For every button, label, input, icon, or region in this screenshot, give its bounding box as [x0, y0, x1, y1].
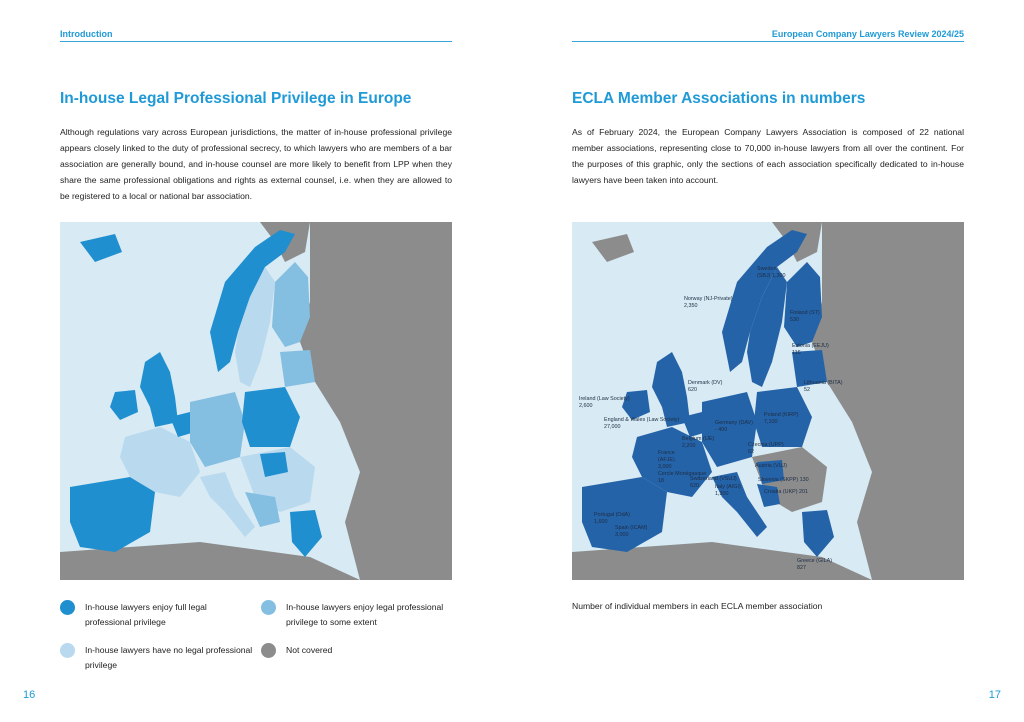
- intro-paragraph-right: As of February 2024, the European Company Lawyers Association is composed of 22 national member associations, representing close to 70,000 in-house lawyers from all over the continent. For the purposes of this graphic, only the sections of each association specifically dedicated to in-house lawyers have been taken into account.: [572, 127, 964, 185]
- label-france-name: France: [658, 450, 675, 456]
- label-poland-name: Poland (KIRP): [764, 412, 799, 418]
- label-austria-name: Austria (VUJ): [755, 463, 788, 469]
- label-england-count: 27,000: [604, 424, 621, 430]
- label-ireland-name: Ireland (Law Society): [579, 396, 630, 402]
- label-greece-count: 827: [797, 565, 806, 571]
- label-denmark-name: Denmark (DV): [688, 380, 723, 386]
- germany-some-lpp: [190, 392, 245, 467]
- label-portugal-name: Portugal (OdA): [594, 512, 630, 518]
- label-norway-count: 2,350: [684, 303, 698, 309]
- uk-full-lpp: [140, 352, 178, 427]
- label-estonia-count: 116: [792, 350, 801, 356]
- legend-not-covered: [261, 643, 456, 658]
- greece-member: [802, 510, 834, 557]
- label-monaco-name: Cercle Monégasque: [658, 471, 707, 477]
- label-italy-name: Italy (AIGI): [715, 484, 741, 490]
- page-title-left: In-house Legal Professional Privilege in Europe: [60, 90, 412, 107]
- not-covered-region-east: [300, 222, 452, 580]
- label-slovenia-name: Slovenia (SKPP) 130: [758, 477, 809, 483]
- page-title-right: ECLA Member Associations in numbers: [572, 90, 866, 107]
- label-finland-name: Finland (ST): [790, 310, 820, 316]
- iceland-full-lpp: [80, 234, 122, 262]
- non-member-region-east: [812, 222, 964, 580]
- poland-full-lpp: [242, 387, 300, 447]
- legend-dot-full: [60, 600, 75, 615]
- germany-member: [702, 392, 757, 467]
- intro-paragraph-left: Although regulations vary across European jurisdictions, the matter of in-house professional privilege appears closely linked to the duty of professional secrecy, to which lawyers who are members of a bar association are generally bound, and in-house counsel are more likely to benefit from LPP when they share the same professional obligations and rights as external counsel, i.e. when they are allowed to be registered to a local or national bar association.: [60, 127, 452, 201]
- ireland-full-lpp: [110, 390, 138, 420]
- label-germany-name: Germany (DAV): [715, 420, 753, 426]
- legend-label-some: In-house lawyers enjoy legal professional privilege to some extent: [286, 602, 444, 627]
- page-number-left: 16: [23, 689, 36, 701]
- label-portugal-count: 1,600: [594, 519, 608, 525]
- label-switzerland-name: Switzerland (VSUJ): [690, 476, 737, 482]
- label-italy-count: 1,300: [715, 491, 729, 497]
- label-france-count: 3,000: [658, 464, 672, 470]
- header-rule-left: [60, 41, 452, 42]
- legend-dot-some: [261, 600, 276, 615]
- legend-some-lpp: [261, 600, 456, 630]
- label-lithuania-name: Lithuania (BITA): [804, 380, 843, 386]
- header-rule-right: [572, 41, 964, 42]
- label-finland-count: 530: [790, 317, 799, 323]
- label-czechia-name: Czechia (UPP): [748, 442, 784, 448]
- label-sweden-count: (SBJ) 1,300: [757, 273, 786, 279]
- label-sweden-name: Sweden: [757, 266, 777, 272]
- lpp-europe-map: [60, 222, 452, 580]
- legend-no-lpp: [60, 643, 255, 673]
- uk-member: [652, 352, 690, 427]
- legend-dot-none: [60, 643, 75, 658]
- legend-label-not-covered: Not covered: [286, 645, 333, 655]
- running-head-left: Introduction: [60, 29, 113, 39]
- label-croatia-name: Croatia (UKP) 201: [764, 489, 809, 495]
- label-norway-name: Norway (NJ-Private): [684, 296, 733, 302]
- legend-dot-not-covered: [261, 643, 276, 658]
- label-monaco-count: 18: [658, 478, 664, 484]
- label-switzerland-count: 620: [690, 483, 699, 489]
- label-england-name: England & Wales (Law Society): [604, 417, 680, 423]
- label-belgium-name: Belgium (IJE): [682, 436, 715, 442]
- croatia-member: [757, 484, 780, 507]
- label-lithuania-count: 52: [804, 387, 810, 393]
- ireland-member: [622, 390, 650, 420]
- label-germany-count: - 400: [715, 427, 728, 433]
- italy-no-lpp: [200, 472, 255, 537]
- label-belgium-count: 2,200: [682, 443, 696, 449]
- label-spain-name: Spain (ICAM): [615, 525, 648, 531]
- legend-label-none: In-house lawyers have no legal professional privilege: [85, 645, 253, 670]
- label-greece-name: Greece (GILA): [797, 558, 833, 564]
- legend-label-full: In-house lawyers enjoy full legal professional privilege: [85, 602, 207, 627]
- iceland-non-member: [592, 234, 634, 262]
- greece-full-lpp: [290, 510, 322, 557]
- map-caption: Number of individual members in each ECLA member association: [572, 601, 823, 611]
- page-number-right: 17: [988, 689, 1001, 701]
- iberia-full-lpp: [70, 477, 155, 552]
- label-denmark-count: 620: [688, 387, 697, 393]
- legend-full-lpp: [60, 600, 255, 630]
- right-page: [512, 0, 1024, 722]
- label-ireland-count: 2,600: [579, 403, 593, 409]
- baltics-some-lpp: [280, 350, 315, 387]
- label-estonia-name: Estonia (EEJU): [792, 343, 829, 349]
- running-head-right: European Company Lawyers Review 2024/25: [771, 29, 964, 39]
- label-france-org: (AFJE): [658, 457, 675, 463]
- label-czechia-count: 62: [748, 449, 754, 455]
- label-poland-count: 7,100: [764, 419, 778, 425]
- label-spain-count: 3,000: [615, 532, 629, 538]
- ecla-members-map: [572, 222, 964, 580]
